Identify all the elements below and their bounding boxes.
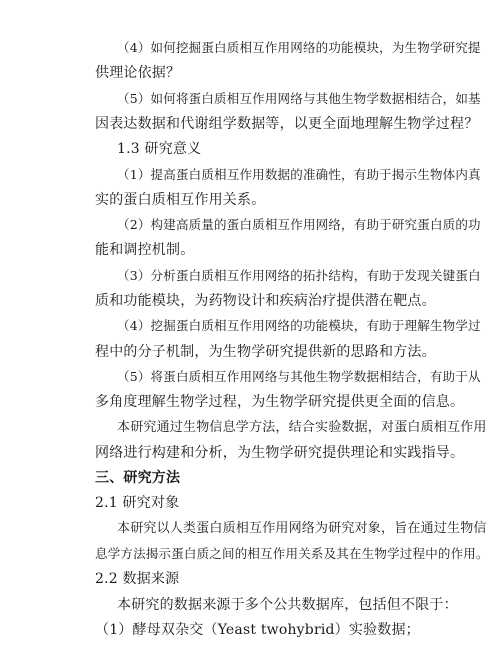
paragraph-summary-line-2: 网络进行构建和分析，为生物学研究提供理论和实践指导。 (95, 445, 465, 461)
paragraph-s2-line-2: 能和调控机制。 (95, 242, 195, 258)
paragraph-s4-line-1: （4）挖掘蛋白质相互作用网络的功能模块，有助于理解生物学过 (117, 318, 481, 333)
paragraph-q5-line-1: （5）如何将蛋白质相互作用网络与其他生物学数据相结合，如基 (117, 91, 481, 106)
paragraph-q4-line-1: （4）如何挖掘蛋白质相互作用网络的功能模块，为生物学研究提 (117, 40, 481, 55)
paragraph-s2-line-1: （2）构建高质量的蛋白质相互作用网络，有助于研究蛋白质的功 (117, 217, 481, 232)
paragraph-src1: （1）酵母双杂交（Yeast twohybrid）实验数据； (95, 622, 420, 638)
paragraph-s5-line-2: 多角度理解生物学过程，为生物学研究提供更全面的信息。 (95, 394, 465, 410)
paragraph-s3-line-2: 质和功能模块，为药物设计和疾病治疗提供潜在靶点。 (95, 293, 436, 309)
paragraph-q5-line-2: 因表达数据和代谢组学数据等，以更全面地理解生物学过程？ (95, 116, 479, 132)
paragraph-s5-line-1: （5）将蛋白质相互作用网络与其他生物学数据相结合，有助于从 (117, 369, 481, 384)
section-heading-1-3: 1.3 研究意义 (117, 141, 202, 157)
section-heading-2-1: 2.1 研究对象 (95, 495, 180, 511)
paragraph-object-line-2: 息学方法揭示蛋白质之间的相互作用关系及其在生物学过程中的作用。 (95, 546, 489, 561)
paragraph-s1-line-1: （1）提高蛋白质相互作用数据的准确性，有助于揭示生物体内真 (117, 167, 481, 182)
paragraph-object-line-1: 本研究以人类蛋白质相互作用网络为研究对象，旨在通过生物信 (117, 521, 487, 536)
paragraph-s3-line-1: （3）分析蛋白质相互作用网络的拓扑结构，有助于发现关键蛋白 (117, 268, 481, 283)
paragraph-q4-line-2: 供理论依据？ (95, 65, 181, 81)
paragraph-s4-line-2: 程中的分子机制，为生物学研究提供新的思路和方法。 (95, 344, 436, 360)
paragraph-summary-line-1: 本研究通过生物信息学方法，结合实验数据，对蛋白质相互作用 (117, 420, 487, 435)
paragraph-s1-line-2: 实的蛋白质相互作用关系。 (95, 192, 266, 208)
section-heading-2-2: 2.2 数据来源 (95, 571, 180, 587)
paragraph-source: 本研究的数据来源于多个公共数据库，包括但不限于： (117, 597, 458, 613)
chapter-heading-3: 三、研究方法 (95, 470, 181, 486)
